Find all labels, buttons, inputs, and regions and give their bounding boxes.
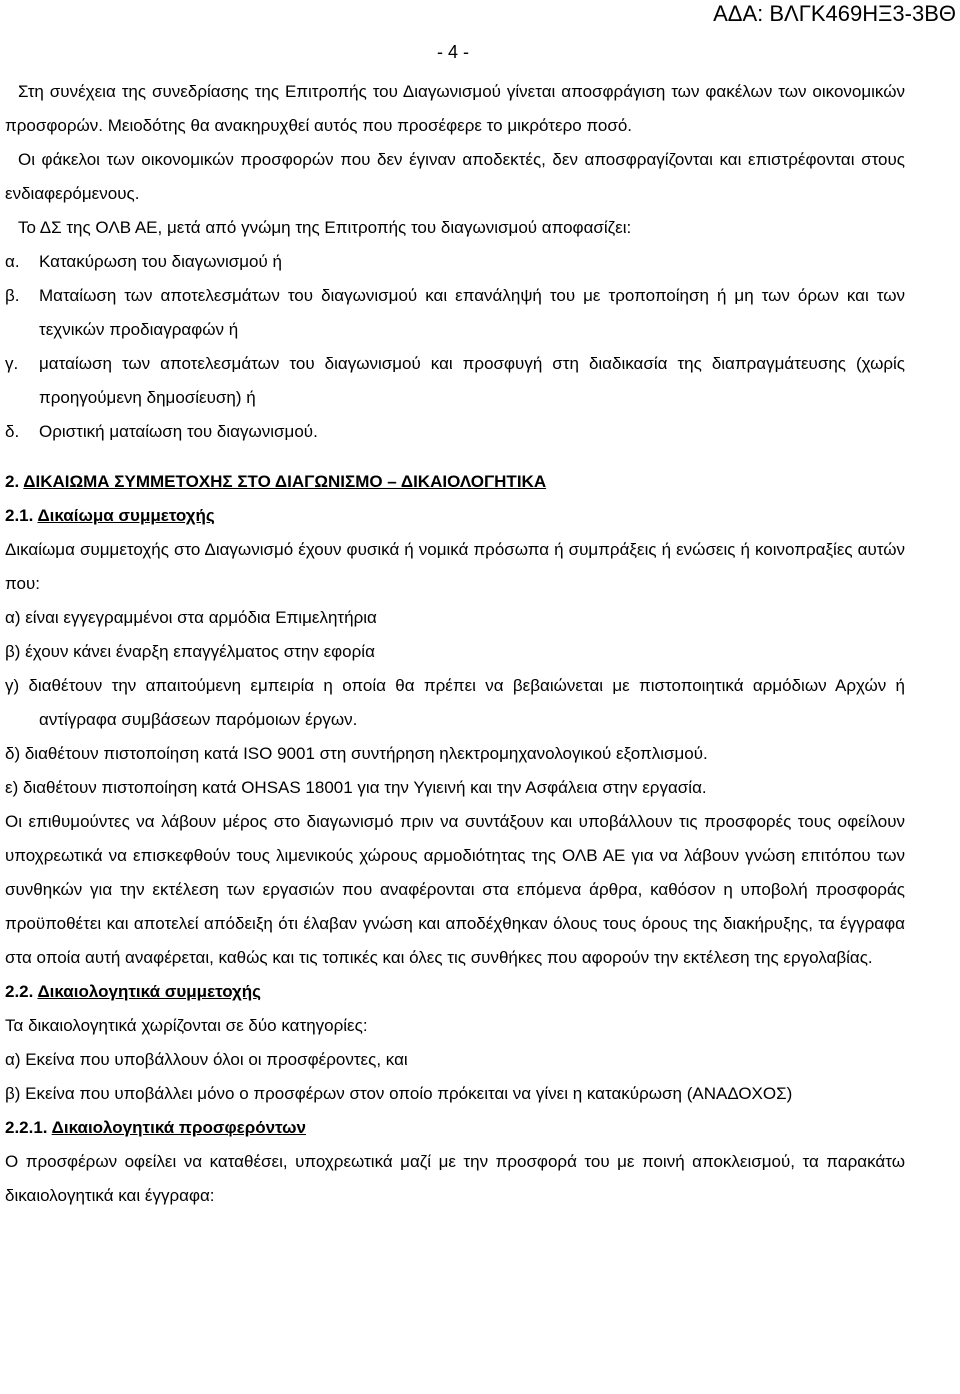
option-text: Οριστική ματαίωση του διαγωνισμού.: [39, 422, 318, 441]
section-2-1-title: Δικαίωμα συμμετοχής: [37, 506, 215, 525]
section-2-2-1-number: 2.2.1.: [5, 1118, 48, 1137]
document-body: [5, 75, 905, 1213]
section-2-2-number: 2.2.: [5, 982, 34, 1001]
option-marker: δ.: [5, 422, 20, 441]
section-2-2-1-title: Δικαιολογητικά προσφερόντων: [51, 1118, 306, 1137]
section-2-1-heading: [5, 499, 905, 533]
section-2-2-1-heading: [5, 1111, 905, 1145]
category-item: β) Εκείνα που υποβάλλει μόνο ο προσφέρων στον οποίο πρόκειται να γίνει η κατακύρωση (ΑΝΑΔΟΧΟΣ): [5, 1084, 793, 1103]
decision-option: [5, 415, 905, 449]
option-text: ματαίωση των αποτελεσμάτων του διαγωνισμού και προσφυγή στη διαδικασία της διαπραγμάτευσης (χωρίς προηγούμενη δημοσίευση) ή: [39, 354, 905, 407]
page-number: - 4 -: [437, 42, 470, 62]
intro-paragraph-3: Το ΔΣ της ΟΛΒ ΑΕ, μετά από γνώμη της Επιτροπής του διαγωνισμού αποφασίζει:: [18, 218, 632, 237]
option-marker: γ.: [5, 354, 19, 373]
decision-option: [5, 279, 905, 347]
category-item: α) Εκείνα που υποβάλλουν όλοι οι προσφέροντες, και: [5, 1050, 408, 1069]
criterion-item: β) έχουν κάνει έναρξη επαγγέλματος στην εφορία: [5, 642, 375, 661]
intro-paragraph-2: Οι φάκελοι των οικονομικών προσφορών που δεν έγιναν αποδεκτές, δεν αποσφραγίζονται και επιστρέφονται στους ενδιαφερόμενους.: [5, 150, 905, 203]
intro-paragraph-1: Στη συνέχεια της συνεδρίασης της Επιτροπής του Διαγωνισμού γίνεται αποσφράγιση των φακέλων των οικονομικών προσφορών. Μειοδότης θα ανακηρυχθεί αυτός που προσέφερε το μικρότερο ποσό.: [5, 82, 905, 135]
decision-option: [5, 245, 905, 279]
section-2-heading: [5, 465, 905, 499]
criterion-item: δ) διαθέτουν πιστοποίηση κατά ISO 9001 στη συντήρηση ηλεκτρομηχανολογικού εξοπλισμού.: [5, 744, 708, 763]
option-text: Κατακύρωση του διαγωνισμού ή: [39, 252, 282, 271]
criterion-item: γ) διαθέτουν την απαιτούμενη εμπειρία η οποία θα πρέπει να βεβαιώνεται με πιστοποιητικά αρμόδιων Αρχών ή αντίγραφα συμβάσεων παρόμοιων έργων.: [5, 676, 905, 729]
decision-option: [5, 347, 905, 415]
bidder-documents-paragraph: Ο προσφέρων οφείλει να καταθέσει, υποχρεωτικά μαζί με την προσφορά του με ποινή αποκλεισμού, τα παρακάτω δικαιολογητικά και έγγραφα:: [5, 1152, 905, 1205]
criterion-item: α) είναι εγγεγραμμένοι στα αρμόδια Επιμελητήρια: [5, 608, 377, 627]
ada-code: ΑΔΑ: ΒΛΓΚ469ΗΞ3-3ΒΘ: [713, 1, 956, 26]
section-2-title: ΔΙΚΑΙΩΜΑ ΣΥΜΜΕΤΟΧΗΣ ΣΤΟ ΔΙΑΓΩΝΙΣΜΟ – ΔΙΚΑΙΟΛΟΓΗΤΙΚΑ: [23, 472, 547, 491]
eligibility-paragraph: Δικαίωμα συμμετοχής στο Διαγωνισμό έχουν φυσικά ή νομικά πρόσωπα ή συμπράξεις ή ενώσεις ή κοινοπραξίες αυτών που:: [5, 540, 905, 593]
section-2-2-heading: [5, 975, 905, 1009]
option-marker: α.: [5, 252, 20, 271]
section-2-1-number: 2.1.: [5, 506, 34, 525]
criterion-item: ε) διαθέτουν πιστοποίηση κατά OHSAS 18001 για την Υγιεινή και την Ασφάλεια στην εργασία.: [5, 778, 707, 797]
documents-paragraph: Τα δικαιολογητικά χωρίζονται σε δύο κατηγορίες:: [5, 1016, 368, 1035]
site-visit-paragraph: Οι επιθυμούντες να λάβουν μέρος στο διαγωνισμό πριν να συντάξουν και υποβάλλουν τις προσφορές τους οφείλουν υποχρεωτικά να επισκεφθούν τους λιμενικούς χώρους αρμοδιότητας της ΟΛΒ ΑΕ για να λάβουν γνώση επιτόπου των συνθηκών για την εκτέλεση των εργασιών που αναφέρονται στα επόμενα άρθρα, καθόσον η υποβολή προσφοράς προϋποθέτει και αποτελεί απόδειξη ότι έλαβαν γνώση και αποδέχθηκαν όλους τους όρους της διακήρυξης, τα έγγραφα στα οποία αυτή αναφέρεται, καθώς και τις τοπικές και όλες τις συνθήκες που αφορούν την εκτέλεση της εργολαβίας.: [5, 812, 905, 967]
section-2-2-title: Δικαιολογητικά συμμετοχής: [37, 982, 262, 1001]
option-marker: β.: [5, 286, 20, 305]
option-text: Ματαίωση των αποτελεσμάτων του διαγωνισμού και επανάληψή του με τροποποίηση ή μη των όρων και των τεχνικών προδιαγραφών ή: [39, 286, 905, 339]
section-2-number: 2.: [5, 472, 20, 491]
